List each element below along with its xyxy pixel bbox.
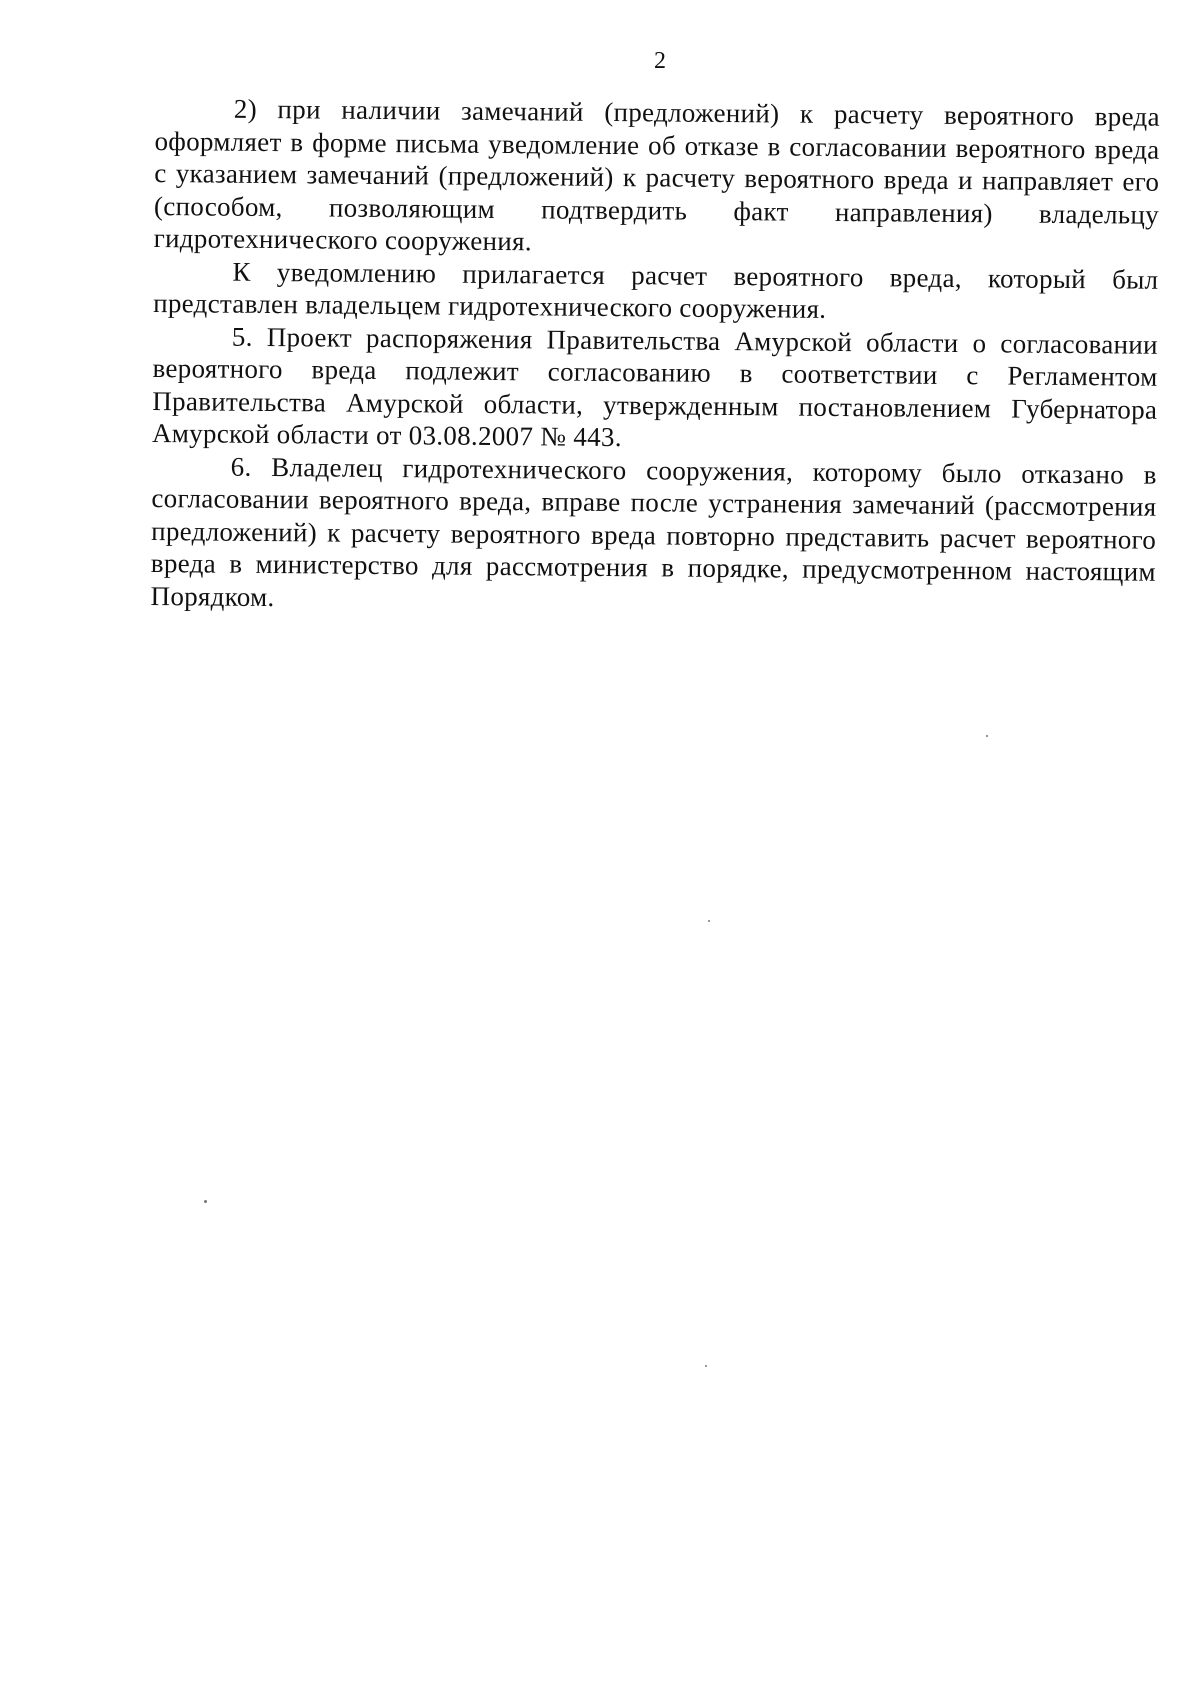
- page-number: 2: [654, 48, 666, 74]
- scan-speck: [204, 1200, 207, 1203]
- document-body: [150, 92, 1159, 621]
- scan-speck: [705, 1365, 707, 1367]
- paragraph-attachment-note: К уведомлению прилагается расчет вероятного вреда, который был представлен владельцем гидротехнического сооружения.: [153, 256, 1159, 324]
- paragraph-item-6-resubmission: 6. Владелец гидротехнического сооружения, которому было отказано в согласовании вероятного вреда, вправе после устранения замечаний (рассмотрения предложений) к расчету вероятного вреда повторно представить расчет вероятного вреда в министерство для рассмотрения в порядке, предусмотренном настоящим Порядком.: [150, 451, 1157, 612]
- paragraph-item-5-project: 5. Проект распоряжения Правительства Амурской области о согласовании вероятного вреда подлежит согласованию в соответствии с Регламентом Правительства Амурской области, утвержденным постановлением Губернатора Амурской области от 03.08.2007 № 443.: [151, 321, 1158, 453]
- paragraph-item-2-refusal: 2) при наличии замечаний (предложений) к расчету вероятного вреда оформляет в форме письма уведомление об отказе в согласовании вероятного вреда с указанием замечаний (предложений) к расчету вероятного вреда и направляет его (способом, позволяющим подтвердить факт направления) владельцу гидротехнического сооружения.: [153, 93, 1160, 257]
- scan-speck: [708, 920, 710, 922]
- scan-speck: [986, 735, 988, 737]
